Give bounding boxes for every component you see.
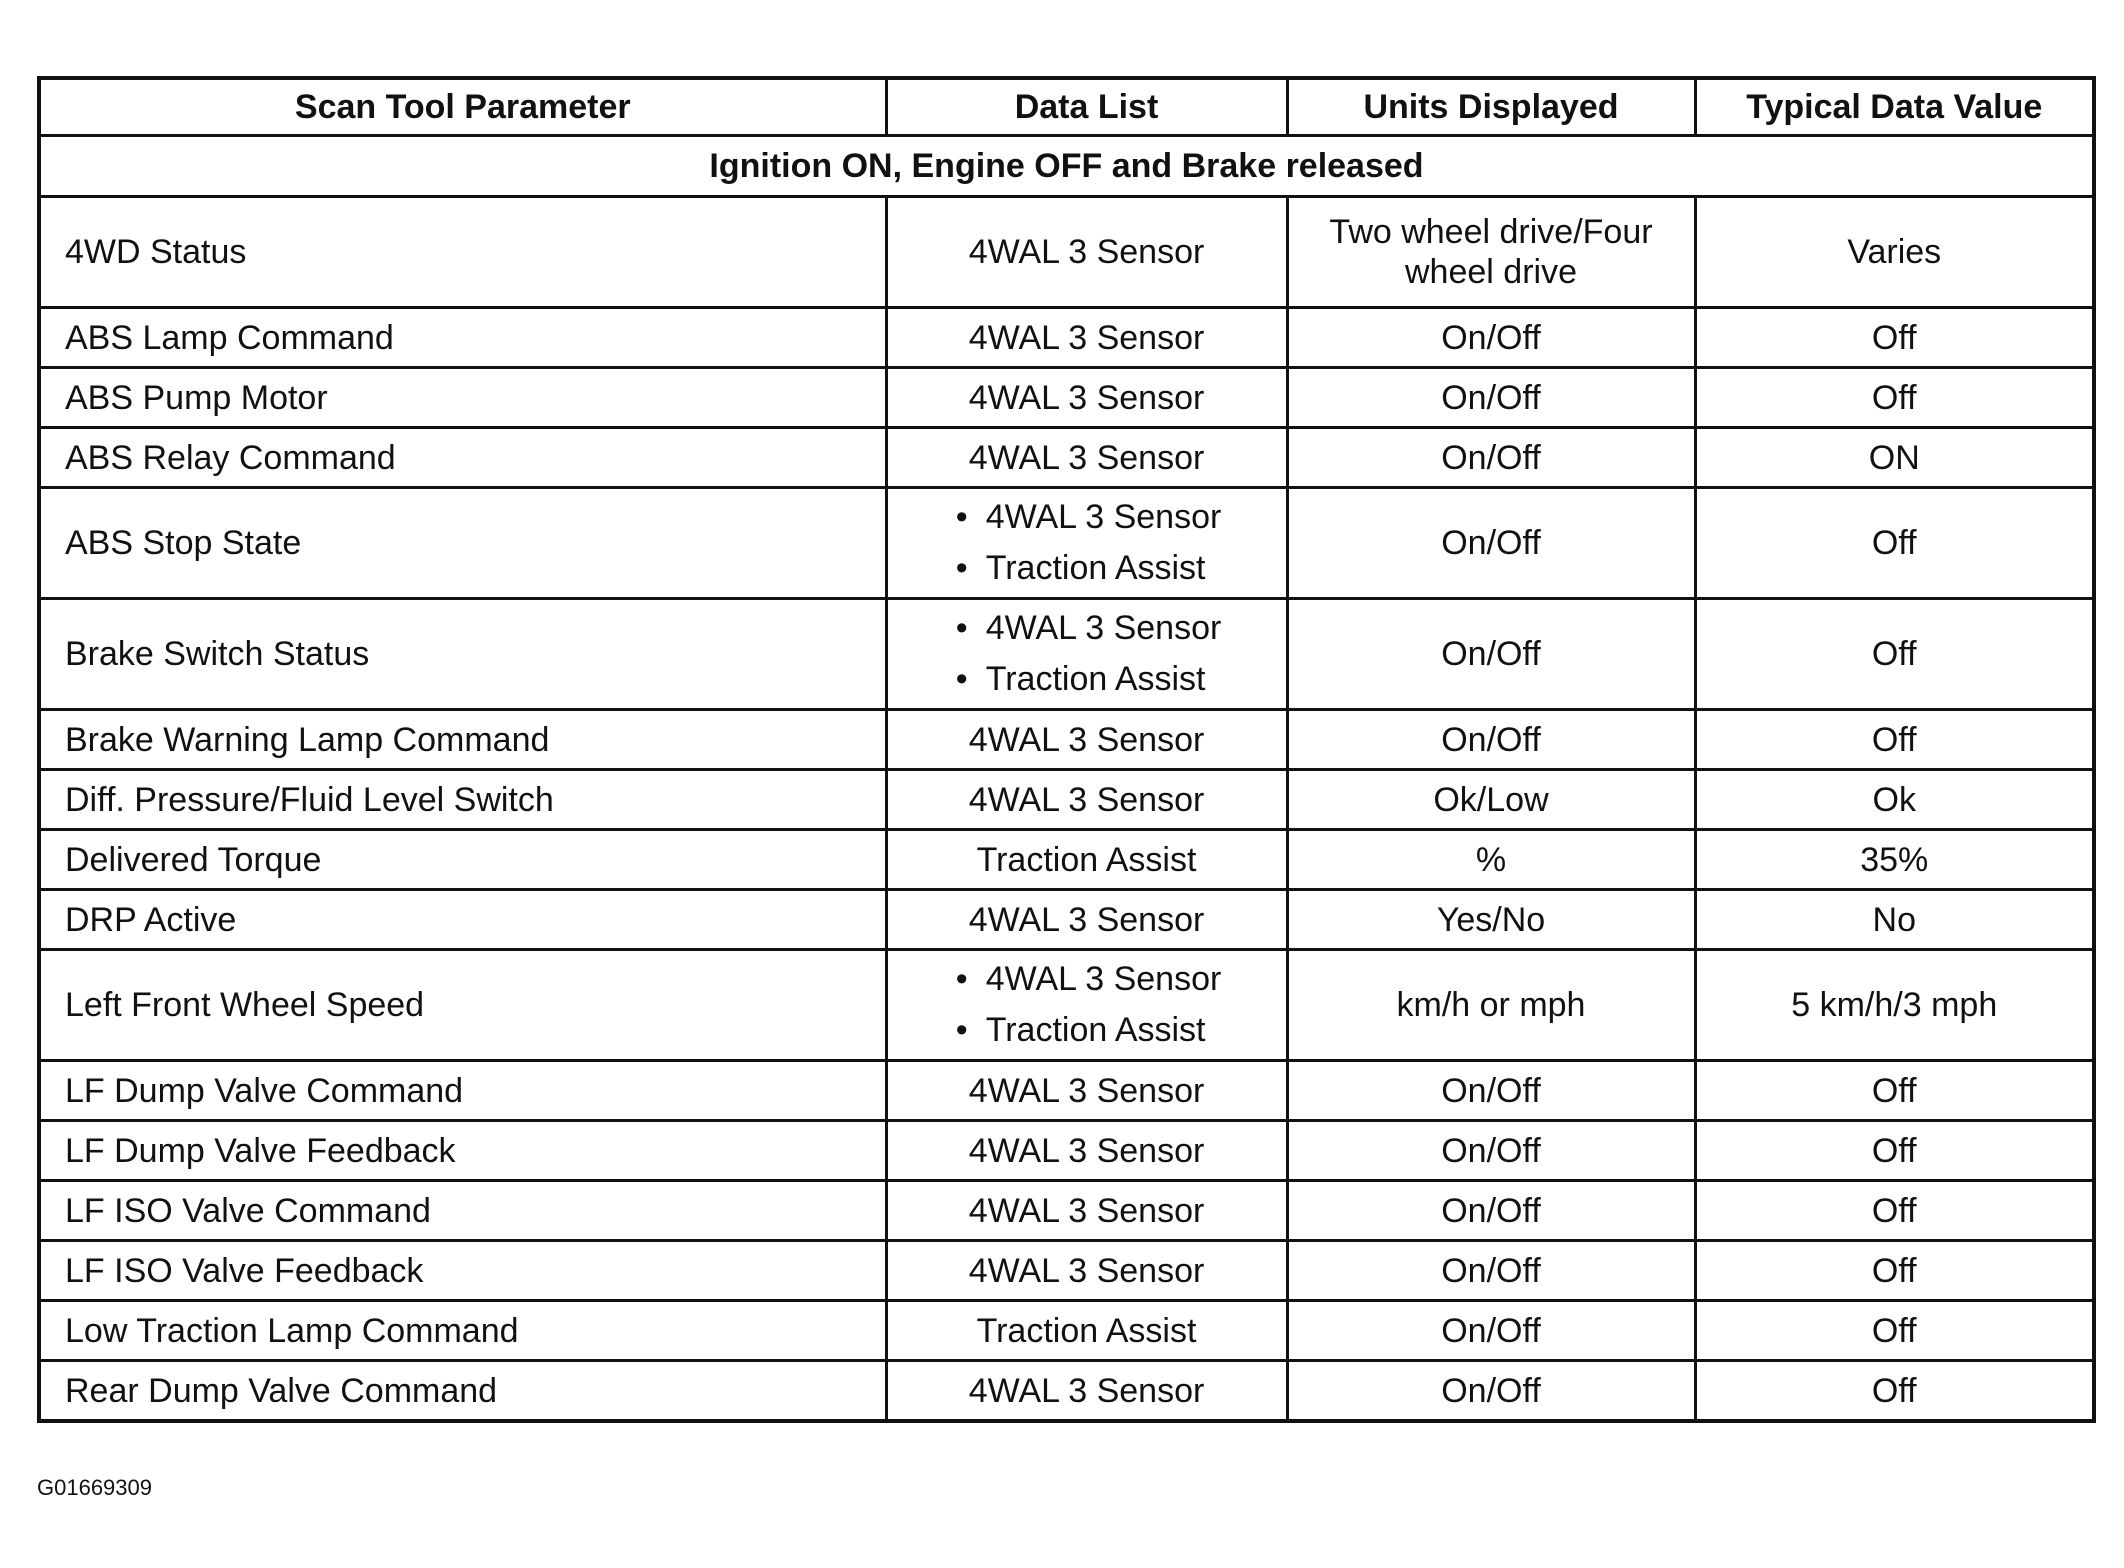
data-list-item xyxy=(952,603,1222,654)
cell-units-displayed: On/Off xyxy=(1287,1181,1695,1241)
cell-typical-data-value: Off xyxy=(1695,1121,2094,1181)
bullet-icon: • xyxy=(955,549,968,587)
cell-scan-tool-parameter: ABS Stop State xyxy=(39,488,886,599)
data-list-bullets xyxy=(952,603,1222,705)
scan-tool-data-table xyxy=(37,76,2096,1423)
cell-data-list: 4WAL 3 Sensor xyxy=(886,1361,1287,1422)
table-row xyxy=(39,830,2094,890)
cell-units-displayed: On/Off xyxy=(1287,1061,1695,1121)
cell-typical-data-value: Ok xyxy=(1695,770,2094,830)
data-list-item-label: Traction Assist xyxy=(985,1011,1206,1049)
table-row xyxy=(39,599,2094,710)
table-row xyxy=(39,1301,2094,1361)
table-body xyxy=(39,136,2094,1422)
bullet-icon: • xyxy=(955,609,968,647)
cell-scan-tool-parameter: 4WD Status xyxy=(39,197,886,308)
table-row xyxy=(39,197,2094,308)
cell-typical-data-value: Off xyxy=(1695,1181,2094,1241)
data-list-item xyxy=(952,492,1222,543)
figure-id: G01669309 xyxy=(37,1475,152,1500)
bullet-icon: • xyxy=(955,498,968,536)
cell-typical-data-value: Off xyxy=(1695,488,2094,599)
cell-typical-data-value: Off xyxy=(1695,1241,2094,1301)
cell-scan-tool-parameter: ABS Pump Motor xyxy=(39,368,886,428)
data-list-item xyxy=(952,1005,1222,1056)
cell-scan-tool-parameter: Delivered Torque xyxy=(39,830,886,890)
table-row xyxy=(39,950,2094,1061)
cell-units-displayed: On/Off xyxy=(1287,1361,1695,1422)
cell-data-list xyxy=(886,488,1287,599)
table-row xyxy=(39,1181,2094,1241)
table-row xyxy=(39,488,2094,599)
table-row xyxy=(39,1241,2094,1301)
table-row xyxy=(39,1121,2094,1181)
table-row xyxy=(39,1361,2094,1422)
cell-scan-tool-parameter: ABS Relay Command xyxy=(39,428,886,488)
cell-data-list xyxy=(886,950,1287,1061)
cell-data-list: 4WAL 3 Sensor xyxy=(886,197,1287,308)
cell-scan-tool-parameter: Brake Switch Status xyxy=(39,599,886,710)
cell-scan-tool-parameter: Diff. Pressure/Fluid Level Switch xyxy=(39,770,886,830)
cell-units-displayed: On/Off xyxy=(1287,1241,1695,1301)
data-list-item-label: 4WAL 3 Sensor xyxy=(985,498,1222,536)
cell-scan-tool-parameter: LF Dump Valve Feedback xyxy=(39,1121,886,1181)
cell-typical-data-value: 5 km/h/3 mph xyxy=(1695,950,2094,1061)
cell-data-list: 4WAL 3 Sensor xyxy=(886,890,1287,950)
bullet-icon: • xyxy=(955,660,968,698)
cell-scan-tool-parameter: ABS Lamp Command xyxy=(39,308,886,368)
cell-scan-tool-parameter: LF ISO Valve Feedback xyxy=(39,1241,886,1301)
section-row xyxy=(39,136,2094,197)
cell-scan-tool-parameter: DRP Active xyxy=(39,890,886,950)
cell-units-displayed: % xyxy=(1287,830,1695,890)
table-row xyxy=(39,710,2094,770)
table-row xyxy=(39,890,2094,950)
cell-data-list: 4WAL 3 Sensor xyxy=(886,428,1287,488)
table-row xyxy=(39,770,2094,830)
cell-typical-data-value: ON xyxy=(1695,428,2094,488)
data-list-item xyxy=(952,654,1222,705)
cell-typical-data-value: Off xyxy=(1695,368,2094,428)
cell-units-displayed: On/Off xyxy=(1287,710,1695,770)
cell-typical-data-value: 35% xyxy=(1695,830,2094,890)
cell-typical-data-value: Off xyxy=(1695,1361,2094,1422)
data-list-bullets xyxy=(952,954,1222,1056)
cell-typical-data-value: Off xyxy=(1695,308,2094,368)
cell-scan-tool-parameter: Brake Warning Lamp Command xyxy=(39,710,886,770)
cell-data-list: 4WAL 3 Sensor xyxy=(886,1061,1287,1121)
data-list-item-label: Traction Assist xyxy=(985,549,1206,587)
table-row xyxy=(39,1061,2094,1121)
data-list-bullets xyxy=(952,492,1222,594)
cell-units-displayed: On/Off xyxy=(1287,1121,1695,1181)
cell-data-list: 4WAL 3 Sensor xyxy=(886,1121,1287,1181)
data-list-item xyxy=(952,543,1222,594)
data-list-item xyxy=(952,954,1222,1005)
cell-scan-tool-parameter: LF Dump Valve Command xyxy=(39,1061,886,1121)
bullet-icon: • xyxy=(955,960,968,998)
header-scan-tool-parameter: Scan Tool Parameter xyxy=(39,78,886,136)
header-units-displayed: Units Displayed xyxy=(1287,78,1695,136)
cell-scan-tool-parameter: Low Traction Lamp Command xyxy=(39,1301,886,1361)
table-row xyxy=(39,308,2094,368)
cell-data-list: Traction Assist xyxy=(886,1301,1287,1361)
cell-units-displayed: On/Off xyxy=(1287,368,1695,428)
cell-typical-data-value: Off xyxy=(1695,710,2094,770)
cell-units-displayed: km/h or mph xyxy=(1287,950,1695,1061)
cell-data-list: 4WAL 3 Sensor xyxy=(886,308,1287,368)
data-list-item-label: Traction Assist xyxy=(985,660,1206,698)
table-row xyxy=(39,428,2094,488)
cell-data-list xyxy=(886,599,1287,710)
cell-units-displayed: On/Off xyxy=(1287,599,1695,710)
cell-typical-data-value: No xyxy=(1695,890,2094,950)
cell-units-displayed: Ok/Low xyxy=(1287,770,1695,830)
header-row xyxy=(39,78,2094,136)
cell-scan-tool-parameter: LF ISO Valve Command xyxy=(39,1181,886,1241)
cell-units-displayed: Two wheel drive/Four wheel drive xyxy=(1287,197,1695,308)
cell-typical-data-value: Varies xyxy=(1695,197,2094,308)
cell-units-displayed: On/Off xyxy=(1287,428,1695,488)
cell-data-list: Traction Assist xyxy=(886,830,1287,890)
data-list-item-label: 4WAL 3 Sensor xyxy=(985,960,1222,998)
cell-scan-tool-parameter: Rear Dump Valve Command xyxy=(39,1361,886,1422)
cell-units-displayed: Yes/No xyxy=(1287,890,1695,950)
table-row xyxy=(39,368,2094,428)
cell-typical-data-value: Off xyxy=(1695,1061,2094,1121)
section-title: Ignition ON, Engine OFF and Brake released xyxy=(39,136,2094,197)
cell-units-displayed: On/Off xyxy=(1287,1301,1695,1361)
cell-data-list: 4WAL 3 Sensor xyxy=(886,1181,1287,1241)
cell-typical-data-value: Off xyxy=(1695,1301,2094,1361)
cell-data-list: 4WAL 3 Sensor xyxy=(886,1241,1287,1301)
cell-data-list: 4WAL 3 Sensor xyxy=(886,770,1287,830)
bullet-icon: • xyxy=(955,1011,968,1049)
cell-scan-tool-parameter: Left Front Wheel Speed xyxy=(39,950,886,1061)
data-list-item-label: 4WAL 3 Sensor xyxy=(985,609,1222,647)
header-data-list: Data List xyxy=(886,78,1287,136)
header-typical-data-value: Typical Data Value xyxy=(1695,78,2094,136)
cell-units-displayed: On/Off xyxy=(1287,308,1695,368)
cell-typical-data-value: Off xyxy=(1695,599,2094,710)
cell-data-list: 4WAL 3 Sensor xyxy=(886,368,1287,428)
cell-data-list: 4WAL 3 Sensor xyxy=(886,710,1287,770)
cell-units-displayed: On/Off xyxy=(1287,488,1695,599)
